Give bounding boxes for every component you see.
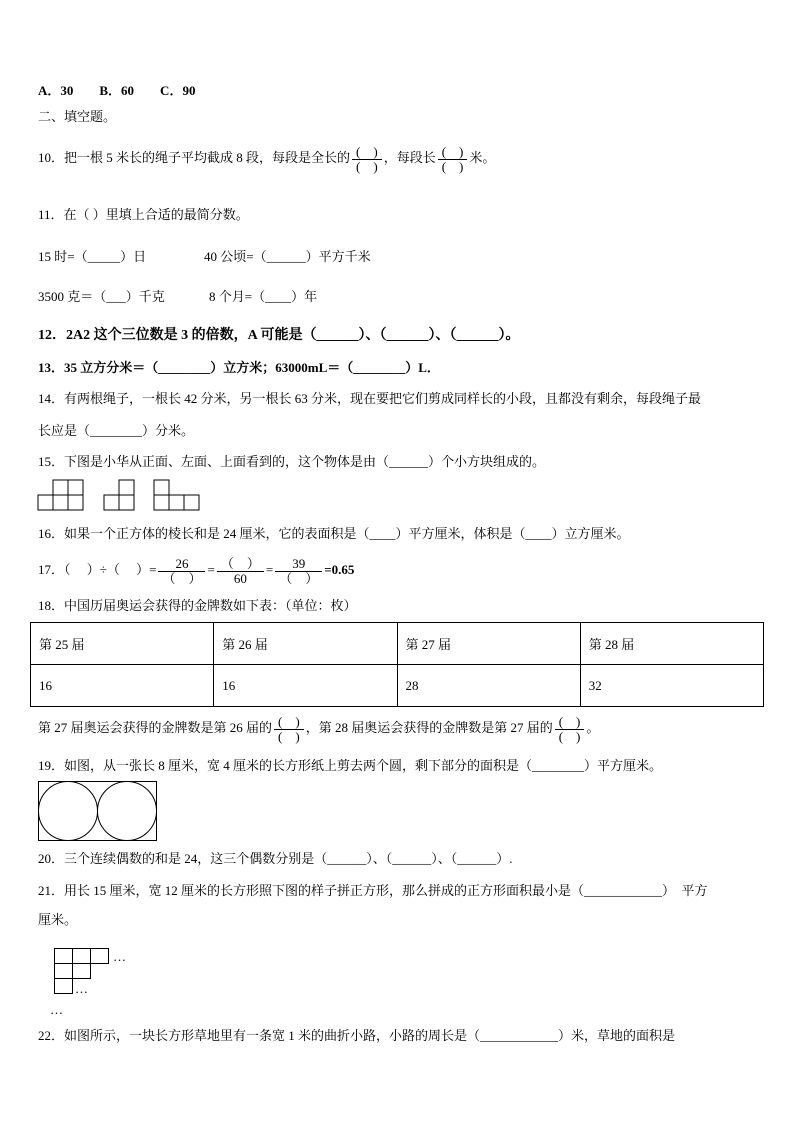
question-17	[38, 552, 354, 588]
table-cell: 28	[397, 665, 580, 707]
q11-title: 11．在（ ）里填上合适的最简分数。	[38, 207, 249, 222]
q17-fraction-1[interactable]: $\frac{26}{( )}$	[158, 557, 205, 586]
q9-options: A．30 B．60 C．90	[38, 83, 196, 98]
q18-text-c: 。	[586, 720, 600, 735]
table-header: 第 27 届	[397, 623, 580, 665]
q10-fraction-1[interactable]: $\frac{( )}{( )}$	[352, 145, 382, 174]
q18-fraction-2[interactable]: $\frac{( )}{( )}$	[555, 715, 585, 744]
tiling-dots-1: …	[113, 949, 126, 964]
tiling-dots-3: …	[50, 1002, 63, 1017]
question-16: 16．如果一个正方体的棱长和是 24 厘米，它的表面积是（____）平方厘米，体积是（____）立方厘米。	[38, 526, 630, 541]
q17-fraction-3[interactable]: $\frac{39}{( )}$	[275, 557, 322, 586]
views-figure	[38, 478, 208, 513]
q18-question	[38, 710, 599, 746]
table-cell: 32	[580, 665, 763, 707]
table-header-row	[31, 623, 764, 665]
tiling-dots-2: …	[75, 981, 88, 996]
q10-fraction-2[interactable]: $\frac{( )}{( )}$	[438, 145, 468, 174]
q11-r2c2: 8 个月=（____）年	[209, 289, 318, 304]
table-row	[31, 665, 764, 707]
q17-fraction-2[interactable]: $\frac{( )}{60}$	[217, 557, 264, 586]
q18-text-b: ，第 28 届奥运会获得的金牌数是第 27 届的	[305, 720, 553, 735]
q17-prefix: 17．（ ）÷（ ）=	[38, 562, 157, 577]
question-14-line1: 14．有两根绳子，一根长 42 分米，另一根长 63 分米，现在要把它们剪成同样长的小段，且都没有剩余，每段绳子最	[38, 391, 702, 406]
q17-suffix: =0.65	[324, 562, 355, 577]
question-22: 22．如图所示，一块长方形草地里有一条宽 1 米的曲折小路，小路的周长是（____________）米，草地的面积是	[38, 1028, 676, 1043]
question-19: 19．如图，从一张长 8 厘米，宽 4 厘米的长方形纸上剪去两个圆，剩下部分的面积是（________）平方厘米。	[38, 758, 663, 773]
section-title: 二、填空题。	[38, 109, 117, 124]
question-21-line2: 厘米。	[38, 912, 78, 927]
q10-text-c: 米。	[469, 150, 496, 165]
q18-fraction-1[interactable]: $\frac{( )}{( )}$	[274, 715, 304, 744]
table-header: 第 26 届	[214, 623, 397, 665]
table-header: 第 25 届	[31, 623, 214, 665]
gold-medal-table	[30, 622, 764, 707]
q11-r1c1: 15 时=（_____）日	[38, 249, 147, 264]
question-14-line2: 长应是（________）分米。	[38, 423, 195, 438]
q18-text-a: 第 27 届奥运会获得的金牌数是第 26 届的	[38, 720, 273, 735]
q11-r2c1: 3500 克＝（___）千克	[38, 289, 165, 304]
q18-title: 18．中国历届奥运会获得的金牌数如下表：（单位：枚）	[38, 598, 357, 613]
question-15: 15．下图是小华从正面、左面、上面看到的，这个物体是由（______）个小方块组成的。	[38, 454, 546, 469]
q10-text-b: ，每段长	[383, 150, 436, 165]
question-12: 12．2A2 这个三位数是 3 的倍数，A 可能是（______）、（______）、（______）。	[38, 328, 520, 343]
question-20: 20．三个连续偶数的和是 24，这三个偶数分别是（______）、（______）、（______）.	[38, 851, 513, 866]
q17-eq2: =	[265, 562, 274, 577]
q17-eq: =	[207, 562, 215, 577]
q10-text-a: 10．把一根 5 米长的绳子平均截成 8 段，每段是全长的	[38, 150, 351, 165]
table-cell: 16	[214, 665, 397, 707]
table-cell: 16	[31, 665, 214, 707]
q11-r1c2: 40 公顷=（______）平方千米	[204, 249, 371, 264]
question-13: 13．35 立方分米＝（________）立方米；63000mL＝（________）L．	[38, 360, 440, 375]
question-10	[38, 140, 495, 176]
table-header: 第 28 届	[580, 623, 763, 665]
two-circles-figure	[38, 781, 158, 843]
question-21-line1: 21．用长 15 厘米，宽 12 厘米的长方形照下图的样子拼正方形，那么拼成的正方形面积最小是（____________） 平方	[38, 883, 708, 898]
